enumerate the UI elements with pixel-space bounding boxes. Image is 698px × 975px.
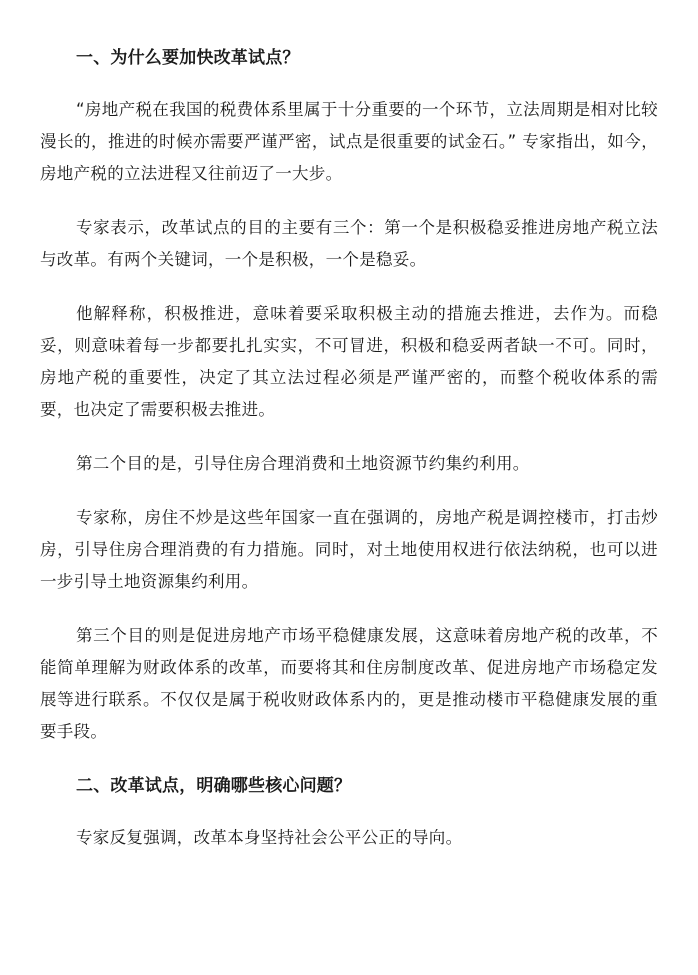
paragraph: 第二个目的是，引导住房合理消费和土地资源节约集约利用。 bbox=[76, 454, 530, 473]
paragraph: 第三个目的则是促进房地产市场平稳健康发展，这意味着房地产税的改革，不能简单理解为财政体系的改革，而要将其和住房制度改革、促进房地产市场稳定发展等进行联系。不仅仅是属于税收财政体系内的，更是推动楼市平稳健康发展的重要手段。 bbox=[40, 626, 658, 741]
section-heading-1: 一、为什么要加快改革试点？ bbox=[76, 48, 300, 68]
paragraph: 专家称，房住不炒是这些年国家一直在强调的，房地产税是调控楼市，打击炒房，引导住房合理消费的有力措施。同时，对土地使用权进行依法纳税，也可以进一步引导土地资源集约利用。 bbox=[40, 508, 658, 591]
section-heading-2: 二、改革试点，明确哪些核心问题？ bbox=[76, 776, 352, 796]
paragraph: “房地产税在我国的税费体系里属于十分重要的一个环节，立法周期是相对比较漫长的，推进的时候亦需要严谨严密，试点是很重要的试金石。” 专家指出，如今，房地产税的立法进程又往前迈了一大步。 bbox=[40, 100, 658, 183]
paragraph: 专家反复强调，改革本身坚持社会公平公正的导向。 bbox=[76, 828, 463, 847]
paragraph: 专家表示，改革试点的目的主要有三个：第一个是积极稳妥推进房地产税立法与改革。有两个关键词，一个是积极，一个是稳妥。 bbox=[40, 218, 658, 269]
paragraph: 他解释称，积极推进，意味着要采取积极主动的措施去推进，去作为。而稳妥，则意味着每一步都要扎扎实实，不可冒进，积极和稳妥两者缺一不可。同时，房地产税的重要性，决定了其立法过程必须是严谨严密的，而整个税收体系的需要，也决定了需要积极去推进。 bbox=[40, 304, 658, 419]
